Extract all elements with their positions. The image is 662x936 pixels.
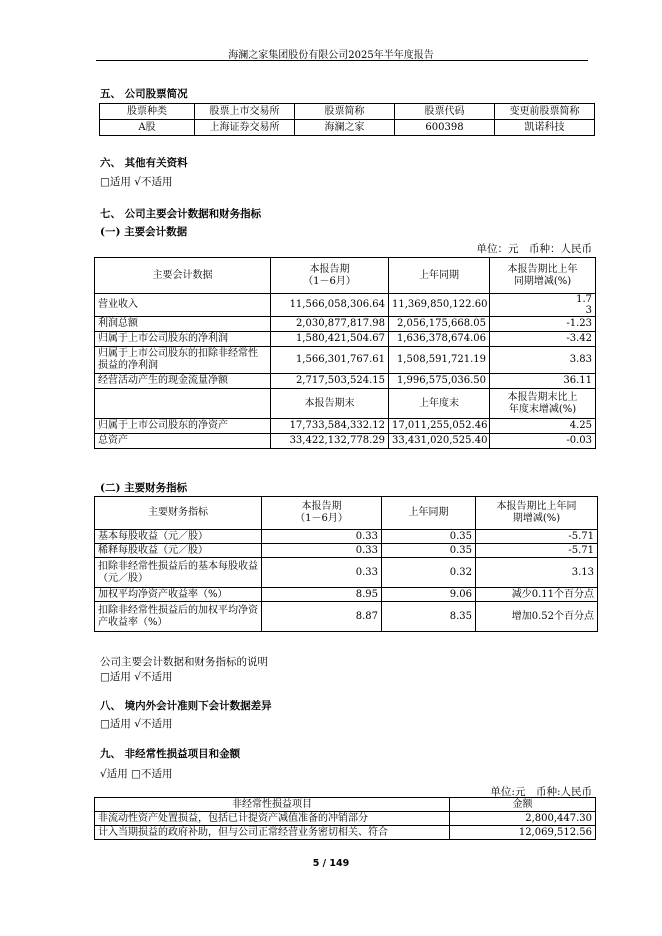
t2-row-4-current: 8.87 (262, 602, 382, 632)
t2-row-2-current: 0.33 (262, 558, 382, 588)
t1-row-4-current: 2,717,503,524.15 (271, 374, 389, 389)
financial-indicators-table (94, 496, 598, 632)
t1-row2-0-change: 4.25 (490, 419, 596, 434)
t3-row-1-label: 计入当期损益的政府补助，但与公司正常经营业务密切相关、符合 (95, 826, 450, 840)
t2-row-4-prior: 8.35 (382, 602, 476, 632)
section-6-title: 六、 其他有关资料 (100, 157, 188, 169)
t2-row-3-current: 8.95 (262, 588, 382, 602)
stock-header-exchange: 股票上市交易所 (195, 104, 295, 120)
t2-header-change: 本报告期比上年同 期增减(%) (476, 497, 598, 530)
stock-header-type: 股票种类 (100, 104, 195, 120)
t1-row-4-label: 经营活动产生的现金流量净额 (95, 374, 271, 389)
t1-row2-1-current: 33,422,132,778.29 (271, 434, 389, 449)
t2-row-0-label: 基本每股收益（元／股） (95, 530, 262, 544)
t1-row-3-current: 1,566,301,767.61 (271, 347, 389, 374)
t1-row2-0-prior: 17,011,255,052.46 (389, 419, 490, 434)
section-9-title: 九、 非经常性损益项目和金额 (100, 748, 241, 760)
t2-row-0-prior: 0.35 (382, 530, 476, 544)
stock-header-code: 股票代码 (395, 104, 495, 120)
t2-row-1-prior: 0.35 (382, 544, 476, 558)
t1-row-1-prior: 2,056,175,668.05 (389, 317, 490, 332)
t1-header-item: 主要会计数据 (95, 258, 271, 294)
stock-header-short-name: 股票简称 (295, 104, 395, 120)
t2-row-4-label: 扣除非经常性损益后的加权平均净资产收益率（%） (95, 602, 262, 632)
t3-header-item: 非经常性损益项目 (95, 798, 450, 812)
stock-header-former-name: 变更前股票简称 (495, 104, 595, 120)
t3-row-0-label: 非流动性资产处置损益，包括已计提资产减值准备的冲销部分 (95, 812, 450, 826)
t1-header-prior: 上年同期 (389, 258, 490, 294)
page-header: 海澜之家集团股份有限公司2025年半年度报告 (228, 50, 434, 61)
t2-row-1-current: 0.33 (262, 544, 382, 558)
t1-row-2-label: 归属于上市公司股东的净利润 (95, 332, 271, 347)
t1-row-3-label: 归属于上市公司股东的扣除非经常性损益的净利润 (95, 347, 271, 374)
t1-row2-1-change: -0.03 (490, 434, 596, 449)
page-number: 5 / 149 (312, 858, 350, 869)
t1-row-3-prior: 1,508,591,721.19 (389, 347, 490, 374)
t1-header-change: 本报告期比上年 同期增减(%) (490, 258, 596, 294)
t2-header-item: 主要财务指标 (95, 497, 262, 530)
t1-row-0-label: 营业收入 (95, 294, 271, 317)
t1-row-3-change: 3.83 (490, 347, 596, 374)
t2-header-current: 本报告期 （1－6月） (262, 497, 382, 530)
t1-header2-prior: 上年度末 (389, 389, 490, 419)
t1-row2-0-current: 17,733,584,332.12 (271, 419, 389, 434)
section-7-title: 七、 公司主要会计数据和财务指标 (100, 208, 262, 220)
section-8-title: 八、 境内外会计准则下会计数据差异 (100, 700, 272, 712)
t2-row-4-change: 增加0.52个百分点 (476, 602, 598, 632)
t1-row-1-change: -1.23 (490, 317, 596, 332)
section-7-sub2-title: (二) 主要财务指标 (100, 482, 188, 494)
t1-row-4-prior: 1,996,575,036.50 (389, 374, 490, 389)
t2-row-1-change: -5.71 (476, 544, 598, 558)
section-9-unit: 单位:元 币种:人民币 (490, 786, 592, 798)
t3-row-1-amount: 12,069,512.56 (450, 826, 596, 840)
t2-row-2-change: 3.13 (476, 558, 598, 588)
t1-row2-1-label: 总资产 (95, 434, 271, 449)
stock-table (99, 103, 595, 136)
section-8-applicability: □适用 √不适用 (100, 718, 173, 730)
t1-header2-current: 本报告期末 (271, 389, 389, 419)
t2-row-0-current: 0.33 (262, 530, 382, 544)
section-5-title: 五、 公司股票简况 (100, 88, 188, 100)
t1-row2-1-prior: 33,431,020,525.40 (389, 434, 490, 449)
section-7-unit: 单位：元 币种：人民币 (476, 243, 592, 255)
t1-row-2-change: -3.42 (490, 332, 596, 347)
t2-row-0-change: -5.71 (476, 530, 598, 544)
stock-type: A股 (100, 120, 195, 136)
t1-row2-0-label: 归属于上市公司股东的净资产 (95, 419, 271, 434)
t1-header-current: 本报告期 （1－6月） (271, 258, 389, 294)
section-9-applicability: √适用 □不适用 (100, 768, 173, 780)
stock-former-name: 凯诺科技 (495, 120, 595, 136)
t1-row-1-label: 利润总额 (95, 317, 271, 332)
t1-row-0-change: 1.7 3 (490, 294, 596, 317)
t3-header-amount: 金额 (450, 798, 596, 812)
stock-code: 600398 (395, 120, 495, 136)
t3-row-0-amount: 2,800,447.30 (450, 812, 596, 826)
t1-row-2-current: 1,580,421,504.67 (271, 332, 389, 347)
t1-header2-change: 本报告期末比上 年度末增减(%) (490, 389, 596, 419)
section-6-applicability: □适用 √不适用 (100, 176, 173, 188)
t2-row-1-label: 稀释每股收益（元／股） (95, 544, 262, 558)
t1-row-0-prior: 11,369,850,122.60 (389, 294, 490, 317)
section-7-note: 公司主要会计数据和财务指标的说明 (100, 656, 268, 668)
t2-row-2-label: 扣除非经常性损益后的基本每股收益（元／股） (95, 558, 262, 588)
t1-row-1-current: 2,030,877,817.98 (271, 317, 389, 332)
t1-row-4-change: 36.11 (490, 374, 596, 389)
stock-exchange: 上海证券交易所 (195, 120, 295, 136)
t2-row-2-prior: 0.32 (382, 558, 476, 588)
section-7-note-applicability: □适用 √不适用 (100, 671, 173, 683)
section-7-sub1-title: (一) 主要会计数据 (100, 226, 188, 238)
t2-row-3-change: 减少0.11个百分点 (476, 588, 598, 602)
stock-short-name: 海澜之家 (295, 120, 395, 136)
header-rule (96, 60, 588, 61)
t1-row-2-prior: 1,636,378,674.06 (389, 332, 490, 347)
accounting-data-table (94, 257, 596, 449)
t1-row-0-current: 11,566,058,306.64 (271, 294, 389, 317)
non-recurring-table (94, 797, 596, 840)
t2-row-3-label: 加权平均净资产收益率（%） (95, 588, 262, 602)
t1-header2-item (95, 389, 271, 419)
t2-row-3-prior: 9.06 (382, 588, 476, 602)
t2-header-prior: 上年同期 (382, 497, 476, 530)
